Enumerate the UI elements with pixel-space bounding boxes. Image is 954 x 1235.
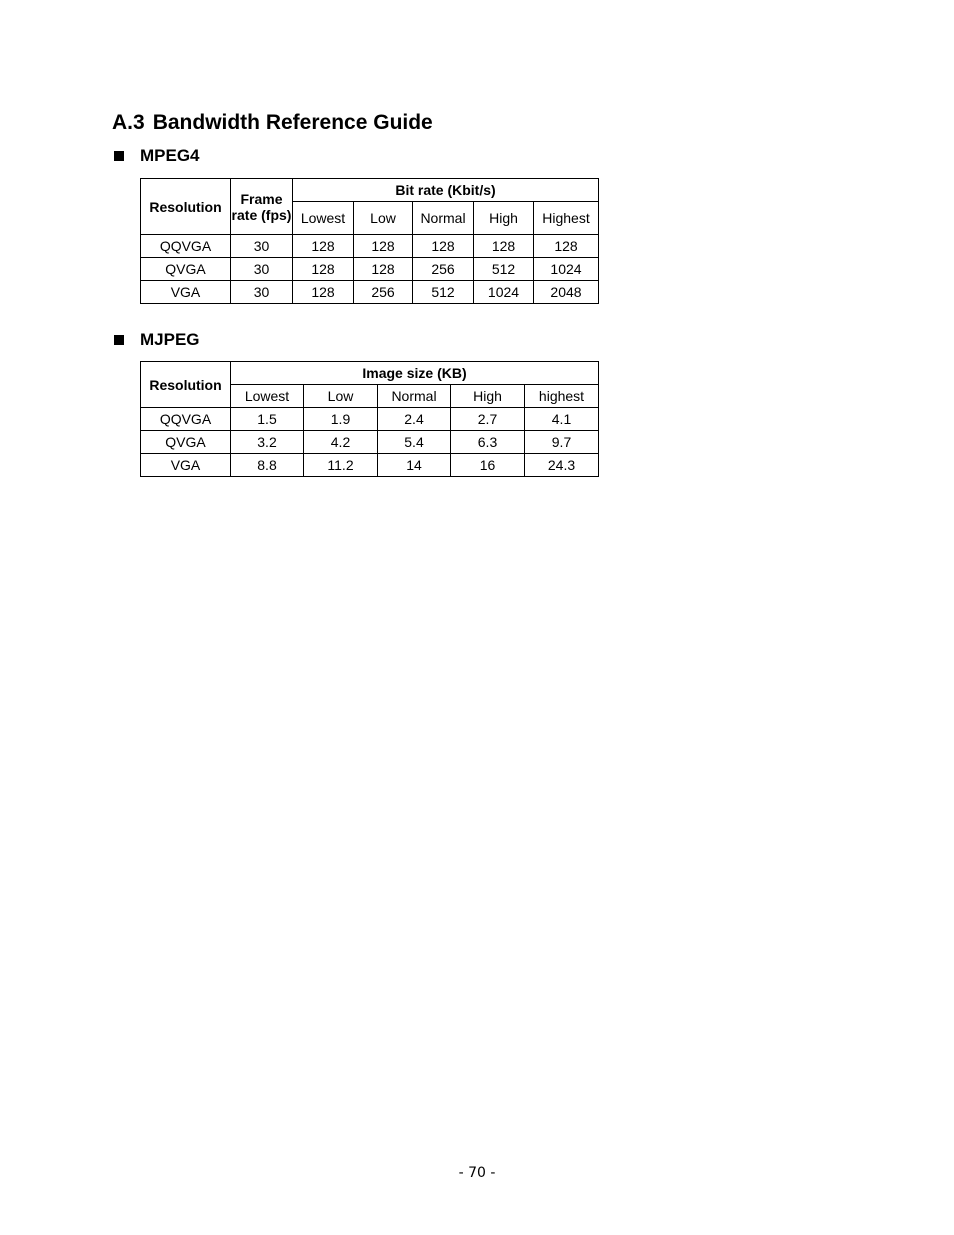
col-group-bit-rate: Bit rate (Kbit/s)	[293, 179, 599, 202]
square-bullet-icon	[114, 151, 124, 161]
table-cell: 1024	[474, 281, 534, 304]
table-cell: 24.3	[525, 454, 599, 477]
col-header-resolution: Resolution	[141, 179, 231, 235]
table-cell: 256	[354, 281, 413, 304]
col-header-level: High	[474, 202, 534, 235]
col-header-level: Low	[304, 385, 378, 408]
table-cell: QVGA	[141, 431, 231, 454]
table-cell: 14	[378, 454, 451, 477]
col-header-frame-rate: Frame rate (fps)	[231, 179, 293, 235]
table-cell: 8.8	[231, 454, 304, 477]
square-bullet-icon	[114, 335, 124, 345]
table-cell: 512	[413, 281, 474, 304]
table-cell: 16	[451, 454, 525, 477]
col-header-resolution: Resolution	[141, 362, 231, 408]
table-row	[141, 258, 599, 281]
col-group-image-size: Image size (KB)	[231, 362, 599, 385]
mpeg4-subheading	[114, 146, 200, 166]
table-cell: 30	[231, 281, 293, 304]
table-cell: 128	[354, 258, 413, 281]
mpeg4-bitrate-table	[140, 178, 599, 304]
mjpeg-title: MJPEG	[140, 330, 200, 349]
table-row	[141, 235, 599, 258]
table-cell: 2.7	[451, 408, 525, 431]
table-cell: 128	[413, 235, 474, 258]
table-cell: 128	[474, 235, 534, 258]
table-cell: 512	[474, 258, 534, 281]
col-header-level: High	[451, 385, 525, 408]
col-header-level: highest	[525, 385, 599, 408]
table-cell: 1.5	[231, 408, 304, 431]
table-cell: 9.7	[525, 431, 599, 454]
mjpeg-image-size-table	[140, 361, 599, 477]
page-number: - 70 -	[458, 1165, 496, 1181]
table-cell: 1024	[534, 258, 599, 281]
table-cell: 2.4	[378, 408, 451, 431]
col-header-level: Lowest	[231, 385, 304, 408]
table-cell: 6.3	[451, 431, 525, 454]
table-cell: 11.2	[304, 454, 378, 477]
col-header-level: Lowest	[293, 202, 354, 235]
table-row	[141, 431, 599, 454]
table-cell: 4.1	[525, 408, 599, 431]
table-cell: 128	[534, 235, 599, 258]
col-header-level: Highest	[534, 202, 599, 235]
table-cell: 128	[293, 258, 354, 281]
table-cell: VGA	[141, 281, 231, 304]
table-cell: 3.2	[231, 431, 304, 454]
section-number: A.3	[112, 111, 145, 134]
table-cell: 256	[413, 258, 474, 281]
mjpeg-subheading	[114, 330, 200, 350]
section-title: Bandwidth Reference Guide	[152, 111, 433, 134]
col-header-level: Normal	[413, 202, 474, 235]
table-row	[141, 454, 599, 477]
table-cell: 128	[354, 235, 413, 258]
table-cell: VGA	[141, 454, 231, 477]
mpeg4-title: MPEG4	[140, 146, 200, 165]
table-cell: 30	[231, 235, 293, 258]
table-cell: 30	[231, 258, 293, 281]
col-header-level: Low	[354, 202, 413, 235]
table-cell: 128	[293, 281, 354, 304]
table-cell: 5.4	[378, 431, 451, 454]
table-cell: QVGA	[141, 258, 231, 281]
col-header-level: Normal	[378, 385, 451, 408]
table-cell: 1.9	[304, 408, 378, 431]
table-row	[141, 281, 599, 304]
table-cell: QQVGA	[141, 235, 231, 258]
page-heading	[112, 111, 433, 135]
table-cell: 4.2	[304, 431, 378, 454]
table-row	[141, 408, 599, 431]
table-cell: QQVGA	[141, 408, 231, 431]
table-cell: 128	[293, 235, 354, 258]
table-cell: 2048	[534, 281, 599, 304]
